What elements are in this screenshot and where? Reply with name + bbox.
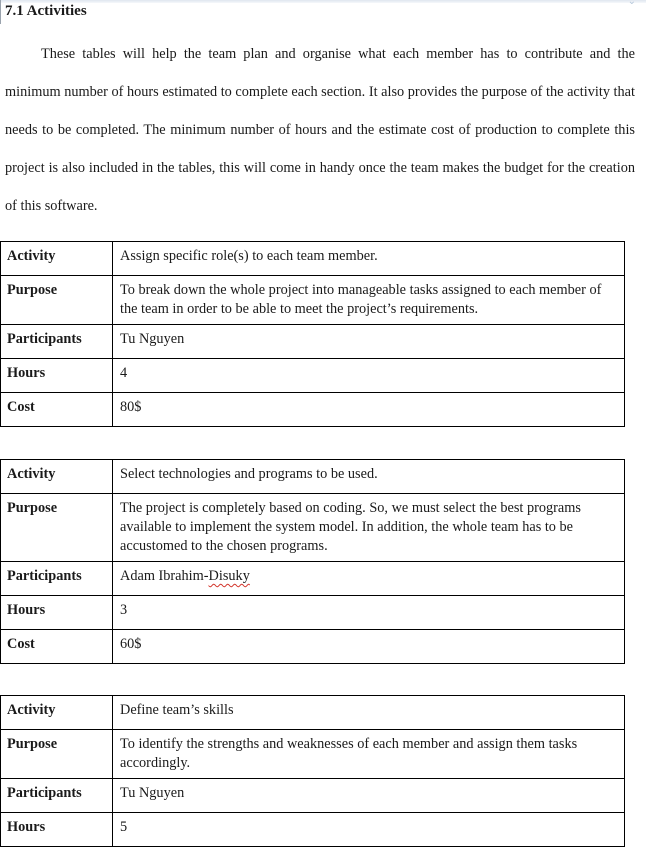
- table-row: [1, 359, 625, 393]
- row-label-purpose: Purpose: [1, 276, 113, 325]
- row-label-activity: Activity: [1, 242, 113, 276]
- table-row: [1, 596, 625, 630]
- participants-value: [113, 562, 625, 596]
- activity-value: Select technologies and programs to be used.: [113, 460, 625, 494]
- participants-value: Tu Nguyen: [113, 325, 625, 359]
- spellcheck-flagged-word[interactable]: Disuky: [208, 568, 250, 584]
- row-label-cost: Cost: [1, 630, 113, 664]
- cost-value: 80$: [113, 393, 625, 427]
- row-label-hours: Hours: [1, 596, 113, 630]
- activity-value: Assign specific role(s) to each team member.: [113, 242, 625, 276]
- row-label-purpose: Purpose: [1, 730, 113, 779]
- table-row: [1, 696, 625, 730]
- cost-value: 60$: [113, 630, 625, 664]
- activity-value: Define team’s skills: [113, 696, 625, 730]
- row-label-hours: Hours: [1, 813, 113, 847]
- section-heading: 7.1 Activities: [5, 3, 87, 19]
- table-row: [1, 730, 625, 779]
- participants-name-part: Adam Ibrahim-: [120, 568, 209, 584]
- table-row: [1, 779, 625, 813]
- table-row: [1, 242, 625, 276]
- table-row: [1, 494, 625, 562]
- row-label-hours: Hours: [1, 359, 113, 393]
- table-row: [1, 460, 625, 494]
- activity-table-3: [0, 695, 625, 847]
- chevron-down-icon: ⌄: [627, 0, 636, 7]
- hours-value: 4: [113, 359, 625, 393]
- table-row: [1, 562, 625, 596]
- purpose-value: The project is completely based on coding. So, we must select the best programs available to implement the system model. In addition, the whole team has to be accustomed to the chosen programs.: [113, 494, 625, 562]
- activity-table-2: [0, 459, 625, 664]
- page-top-edge: [0, 0, 646, 3]
- purpose-value: To identify the strengths and weaknesses of each member and assign them tasks accordingly.: [113, 730, 625, 779]
- hours-value: 5: [113, 813, 625, 847]
- row-label-participants: Participants: [1, 325, 113, 359]
- table-row: [1, 276, 625, 325]
- row-label-cost: Cost: [1, 393, 113, 427]
- row-label-activity: Activity: [1, 460, 113, 494]
- participants-value: Tu Nguyen: [113, 779, 625, 813]
- table-row: [1, 393, 625, 427]
- page-left-margin-line: [0, 0, 1, 24]
- table-row: [1, 813, 625, 847]
- activity-table-1: [0, 241, 625, 427]
- row-label-purpose: Purpose: [1, 494, 113, 562]
- row-label-participants: Participants: [1, 779, 113, 813]
- purpose-value: To break down the whole project into manageable tasks assigned to each member of the team in order to be able to meet the project’s requirements.: [113, 276, 625, 325]
- row-label-activity: Activity: [1, 696, 113, 730]
- table-row: [1, 630, 625, 664]
- table-row: [1, 325, 625, 359]
- intro-paragraph: These tables will help the team plan and organise what each member has to contribute and the minimum number of hours estimated to complete each section. It also provides the purpose of the activity that needs to be completed. The minimum number of hours and the estimate cost of production to complete this project is also included in the tables, this will come in handy once the team makes the budget for the creation of this software.: [5, 46, 635, 214]
- row-label-participants: Participants: [1, 562, 113, 596]
- hours-value: 3: [113, 596, 625, 630]
